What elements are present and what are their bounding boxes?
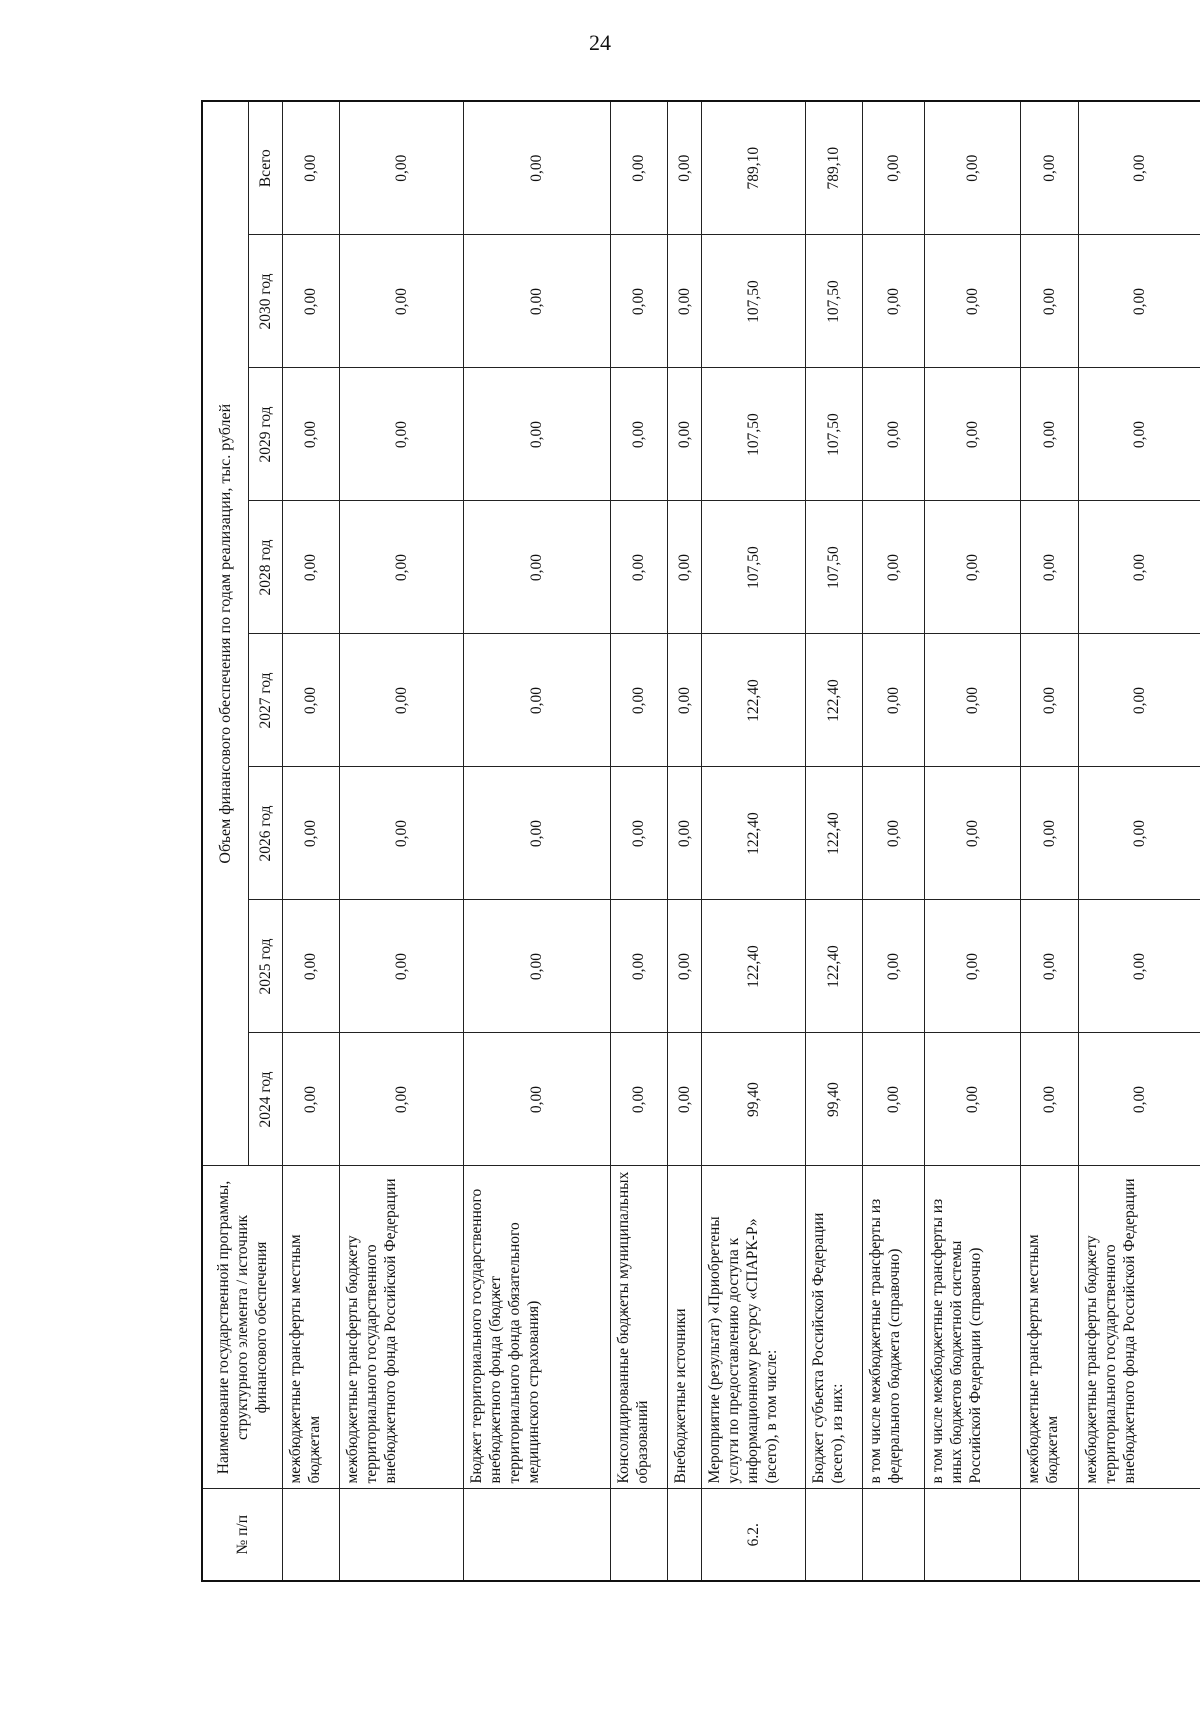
header-year: 2030 год [248,235,282,368]
row-value: 0,00 [282,368,339,501]
table-row [1021,101,1078,1581]
row-name: Консолидированные бюджеты муниципальных образований [610,1166,667,1489]
row-value: 0,00 [463,235,610,368]
row-value: 107,50 [805,368,862,501]
row-value: 0,00 [339,634,463,767]
row-value: 0,00 [862,235,924,368]
row-value: 0,00 [1021,501,1078,634]
row-num [805,1489,862,1581]
header-total: Всего [248,101,282,235]
row-name: межбюджетные трансферты местным бюджетам [282,1166,339,1489]
row-name: Бюджет субъекта Российской Федерации (всего), из них: [805,1166,862,1489]
table-container [201,102,1200,1582]
row-value: 122,40 [805,634,862,767]
row-num [862,1489,924,1581]
header-year: 2024 год [248,1033,282,1166]
row-name: Бюджет территориального государственного внебюджетного фонда (бюджет территориального фонда обязательного медицинского страхования) [463,1166,610,1489]
row-value: 0,00 [339,368,463,501]
row-total: 0,00 [924,101,1020,235]
header-num: № п/п [202,1489,282,1581]
row-total: 0,00 [610,101,667,235]
row-value: 0,00 [1021,900,1078,1033]
row-value: 0,00 [282,767,339,900]
row-value: 0,00 [1021,368,1078,501]
row-value: 0,00 [463,900,610,1033]
row-num [924,1489,1020,1581]
table-body [282,101,1200,1581]
row-value: 0,00 [1078,634,1200,767]
row-value: 0,00 [1021,1033,1078,1166]
row-value: 0,00 [610,900,667,1033]
row-value: 0,00 [463,501,610,634]
row-value: 0,00 [610,368,667,501]
row-num [667,1489,701,1581]
row-value: 0,00 [862,900,924,1033]
row-value: 0,00 [667,368,701,501]
table-row [339,101,463,1581]
row-value: 0,00 [924,501,1020,634]
row-value: 0,00 [924,634,1020,767]
row-value: 0,00 [924,368,1020,501]
row-num: 6.2. [702,1489,805,1581]
row-name: межбюджетные трансферты местным бюджетам [1021,1166,1078,1489]
row-value: 0,00 [463,368,610,501]
row-name: Внебюджетные источники [667,1166,701,1489]
header-year: 2028 год [248,501,282,634]
row-value: 122,40 [702,634,805,767]
row-total: 789,10 [805,101,862,235]
row-value: 0,00 [667,634,701,767]
table-row [610,101,667,1581]
row-total: 0,00 [667,101,701,235]
header-year: 2027 год [248,634,282,767]
row-value: 0,00 [862,368,924,501]
row-total: 0,00 [862,101,924,235]
row-value: 122,40 [702,767,805,900]
header-group: Объем финансового обеспечения по годам реализации, тыс. рублей [202,101,248,1166]
row-total: 0,00 [1021,101,1078,235]
header-year: 2029 год [248,368,282,501]
row-value: 0,00 [667,501,701,634]
row-value: 0,00 [1078,900,1200,1033]
table-row [463,101,610,1581]
row-value: 0,00 [282,634,339,767]
row-value: 0,00 [610,767,667,900]
row-name: в том числе межбюджетные трансферты из федерального бюджета (справочно) [862,1166,924,1489]
header-name: Наименование государственной программы, структурного элемента / источник финансового обеспечения [202,1166,282,1489]
row-value: 0,00 [282,900,339,1033]
header-year: 2026 год [248,767,282,900]
row-value: 122,40 [805,767,862,900]
row-name: Мероприятие (результат) «Приобретены услуги по предоставлению доступа к информационному ресурсу «СПАРК-Р» (всего), в том числе: [702,1166,805,1489]
row-total: 0,00 [1078,101,1200,235]
header-row-group [202,101,248,1581]
row-value: 0,00 [463,1033,610,1166]
row-num [1078,1489,1200,1581]
row-value: 0,00 [667,1033,701,1166]
row-value: 0,00 [463,767,610,900]
row-value: 0,00 [1078,501,1200,634]
table-row [282,101,339,1581]
row-total: 0,00 [282,101,339,235]
row-value: 0,00 [1021,634,1078,767]
row-value: 0,00 [1078,235,1200,368]
row-value: 107,50 [805,501,862,634]
row-value: 0,00 [282,501,339,634]
row-value: 99,40 [805,1033,862,1166]
financing-table [201,100,1200,1582]
row-value: 0,00 [667,767,701,900]
row-value: 0,00 [862,1033,924,1166]
row-value: 0,00 [924,767,1020,900]
row-total: 0,00 [463,101,610,235]
row-value: 0,00 [1078,767,1200,900]
row-value: 0,00 [924,1033,1020,1166]
table-row [862,101,924,1581]
row-value: 0,00 [1078,1033,1200,1166]
row-value: 0,00 [862,767,924,900]
table-row [1078,101,1200,1581]
row-value: 0,00 [339,900,463,1033]
row-name: межбюджетные трансферты бюджету территориального государственного внебюджетного фонда Российской Федерации [1078,1166,1200,1489]
row-value: 0,00 [1078,368,1200,501]
row-value: 0,00 [463,634,610,767]
row-value: 0,00 [282,235,339,368]
row-value: 0,00 [924,235,1020,368]
header-year: 2025 год [248,900,282,1033]
page-number: 24 [589,30,611,55]
table-rotated-frame [201,102,1200,1582]
row-value: 107,50 [805,235,862,368]
row-value: 0,00 [339,1033,463,1166]
table-row [924,101,1020,1581]
row-total: 0,00 [339,101,463,235]
row-value: 107,50 [702,235,805,368]
row-num [1021,1489,1078,1581]
table-header [202,101,282,1581]
row-value: 0,00 [339,501,463,634]
row-value: 0,00 [339,235,463,368]
row-value: 107,50 [702,501,805,634]
row-value: 0,00 [862,634,924,767]
row-value: 0,00 [610,501,667,634]
row-value: 107,50 [702,368,805,501]
row-num [339,1489,463,1581]
row-value: 0,00 [1021,235,1078,368]
row-name: межбюджетные трансферты бюджету территориального государственного внебюджетного фонда Российской Федерации [339,1166,463,1489]
row-value: 122,40 [702,900,805,1033]
row-name: в том числе межбюджетные трансферты из иных бюджетов бюджетной системы Российской Федерации (справочно) [924,1166,1020,1489]
row-value: 0,00 [667,900,701,1033]
table-row [805,101,862,1581]
row-value: 0,00 [862,501,924,634]
row-value: 0,00 [282,1033,339,1166]
row-value: 0,00 [339,767,463,900]
row-num [463,1489,610,1581]
row-value: 99,40 [702,1033,805,1166]
row-value: 122,40 [805,900,862,1033]
row-num [282,1489,339,1581]
row-value: 0,00 [924,900,1020,1033]
row-value: 0,00 [1021,767,1078,900]
row-total: 789,10 [702,101,805,235]
row-value: 0,00 [610,235,667,368]
row-value: 0,00 [667,235,701,368]
row-value: 0,00 [610,634,667,767]
row-num [610,1489,667,1581]
row-value: 0,00 [610,1033,667,1166]
table-row [702,101,805,1581]
table-row [667,101,701,1581]
